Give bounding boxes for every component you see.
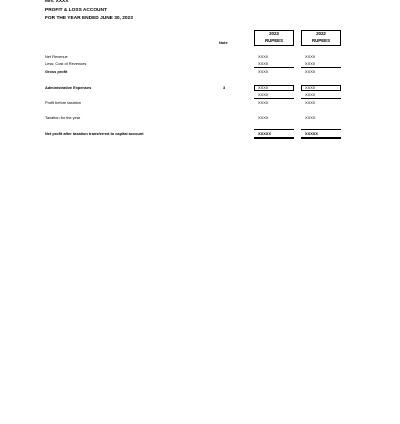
row-value-2022: XXXX xyxy=(305,54,316,59)
row-value-2023: XXXX xyxy=(258,61,269,66)
row-value-2022: XXXX xyxy=(305,115,316,120)
row-value-2023: XXXX xyxy=(258,92,269,97)
column-header-2022 xyxy=(301,30,341,46)
column-header-2023 xyxy=(254,30,294,46)
row-value-2023: XXXX xyxy=(258,69,269,74)
row-label: Administrative Expenses xyxy=(45,85,92,90)
row-value-2023: XXXX xyxy=(258,54,269,59)
row-label: Taxation for the year xyxy=(45,115,81,120)
row-value-2022: XXXXX xyxy=(305,131,318,136)
grand-total-double-rule xyxy=(301,137,341,139)
row-note: 3 xyxy=(223,85,226,90)
subtotal-rule xyxy=(301,67,341,68)
row-value-2023: XXXX xyxy=(258,100,269,105)
column-unit-2022: RUPEES xyxy=(311,37,331,43)
row-value-2023: XXXXX xyxy=(258,131,271,136)
column-unit-2023: RUPEES xyxy=(264,37,284,43)
note-column-header: Note xyxy=(219,40,228,45)
row-value-2022: XXXX xyxy=(305,100,316,105)
company-name: M/s. XXXX xyxy=(45,0,69,4)
row-label: Less: Cost of Revenues xyxy=(45,61,87,66)
subtotal-rule xyxy=(301,98,341,99)
row-label: Net profit after taxation transferred to capital account xyxy=(45,131,144,136)
row-value-2022: XXXX xyxy=(305,85,316,90)
row-label: Profit before taxation xyxy=(45,100,81,105)
row-value-2022: XXXX xyxy=(305,92,316,97)
subtotal-rule xyxy=(254,67,294,68)
column-year-2022: 2022 xyxy=(316,31,326,36)
row-label: Gross profit xyxy=(45,69,68,74)
subtotal-rule xyxy=(254,98,294,99)
row-value-2023: XXXX xyxy=(258,115,269,120)
row-value-2022: XXXX xyxy=(305,61,316,66)
total-rule xyxy=(301,129,341,130)
row-value-2023: XXXX xyxy=(258,85,269,90)
total-rule xyxy=(254,129,294,130)
statement-period: FOR THE YEAR ENDED JUNE 30, 2023 xyxy=(45,16,133,21)
row-label: Net Revenue xyxy=(45,54,68,59)
column-year-2023: 2023 xyxy=(269,31,279,36)
row-value-2022: XXXX xyxy=(305,69,316,74)
grand-total-double-rule xyxy=(254,137,294,139)
statement-title: PROFIT & LOSS ACCOUNT xyxy=(45,8,107,13)
